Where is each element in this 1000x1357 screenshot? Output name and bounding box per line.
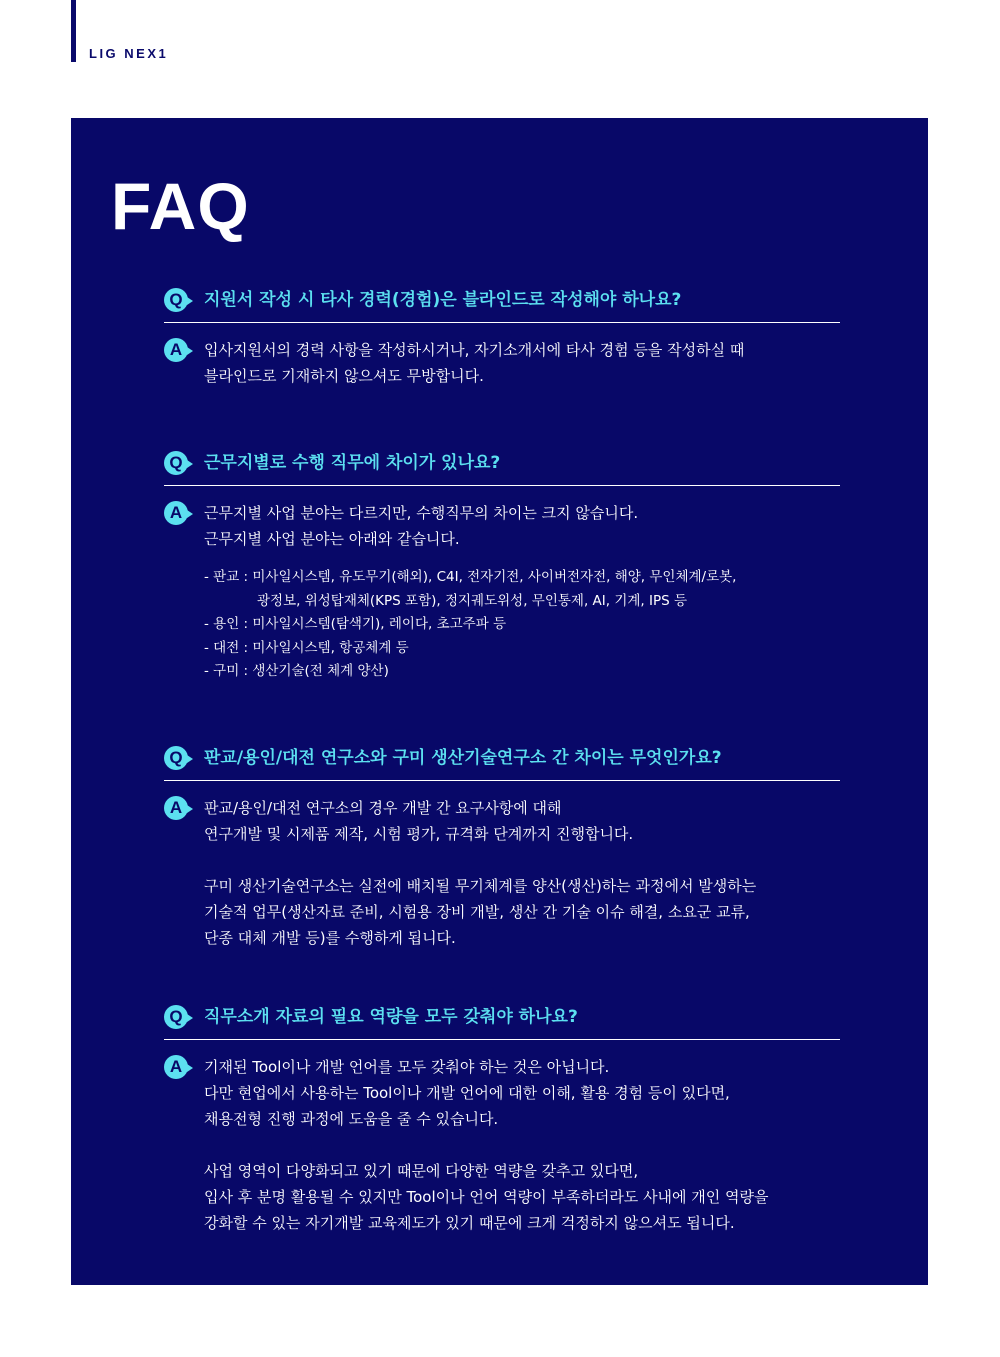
location-list xyxy=(204,566,840,684)
q-badge-icon: Q xyxy=(164,451,188,475)
brand-logo-text: LIG NEX1 xyxy=(89,46,169,61)
question-text: 근무지별로 수행 직무에 차이가 있나요? xyxy=(204,453,501,473)
faq-item xyxy=(164,746,840,951)
question-text: 직무소개 자료의 필요 역량을 모두 갖춰야 하나요? xyxy=(204,1007,578,1027)
answer-paragraph xyxy=(204,337,840,389)
list-item xyxy=(204,566,840,613)
page-title: FAQ xyxy=(111,169,250,243)
q-badge-icon: Q xyxy=(164,288,188,312)
answer-paragraph xyxy=(204,873,840,951)
faq-item xyxy=(164,288,840,389)
answer-line: 연구개발 및 시제품 제작, 시험 평가, 규격화 단계까지 진행합니다. xyxy=(204,825,634,843)
answer-line: 판교/용인/대전 연구소의 경우 개발 간 요구사항에 대해 xyxy=(204,799,562,817)
answer-row xyxy=(164,1054,840,1236)
question-text: 지원서 작성 시 타사 경력(경험)은 블라인드로 작성해야 하나요? xyxy=(204,290,682,310)
answer-row xyxy=(164,337,840,389)
answer-line: 다만 현업에서 사용하는 Tool이나 개발 언어에 대한 이해, 활용 경험 등이 있다면, xyxy=(204,1084,730,1102)
question-row xyxy=(164,1005,840,1040)
list-item-continuation: 광정보, 위성탑재체(KPS 포함), 정지궤도위성, 무인통제, AI, 기계, IPS 등 xyxy=(257,592,688,609)
list-item: - 용인 : 미사일시스템(탐색기), 레이다, 초고주파 등 xyxy=(204,616,507,632)
answer-paragraph xyxy=(204,1054,840,1132)
question-row xyxy=(164,288,840,323)
answer-line: 입사 후 분명 활용될 수 있지만 Tool이나 언어 역량이 부족하더라도 사내에 개인 역량을 xyxy=(204,1188,769,1206)
question-text: 판교/용인/대전 연구소와 구미 생산기술연구소 간 차이는 무엇인가요? xyxy=(204,748,722,768)
a-badge-icon: A xyxy=(164,796,188,820)
answer-line: 근무지별 사업 분야는 아래와 같습니다. xyxy=(204,530,460,548)
answer-line: 강화할 수 있는 자기개발 교육제도가 있기 때문에 크게 걱정하지 않으셔도 됩니다. xyxy=(204,1214,735,1232)
answer-row xyxy=(164,795,840,951)
answer-row xyxy=(164,500,840,684)
answer-line: 블라인드로 기재하지 않으셔도 무방합니다. xyxy=(204,367,484,385)
answer-paragraph xyxy=(204,1158,840,1236)
answer-line: 기재된 Tool이나 개발 언어를 모두 갖춰야 하는 것은 아닙니다. xyxy=(204,1058,610,1076)
question-row xyxy=(164,746,840,781)
faq-item xyxy=(164,1005,840,1236)
answer-paragraph xyxy=(204,500,840,552)
q-badge-icon: Q xyxy=(164,1005,188,1029)
answer-line: 입사지원서의 경력 사항을 작성하시거나, 자기소개서에 타사 경험 등을 작성하실 때 xyxy=(204,341,745,359)
brand-bar xyxy=(71,0,76,62)
question-row xyxy=(164,451,840,486)
q-badge-icon: Q xyxy=(164,746,188,770)
a-badge-icon: A xyxy=(164,338,188,362)
list-item-text: - 판교 : 미사일시스템, 유도무기(해외), C4I, 전자기전, 사이버전자전, 해양, 무인체계/로봇, xyxy=(204,569,737,585)
answer-line: 단종 대체 개발 등)를 수행하게 됩니다. xyxy=(204,929,456,947)
faq-item xyxy=(164,451,840,684)
answer-line: 기술적 업무(생산자료 준비, 시험용 장비 개발, 생산 간 기술 이슈 해결, 소요군 교류, xyxy=(204,903,750,921)
answer-line: 근무지별 사업 분야는 다르지만, 수행직무의 차이는 크지 않습니다. xyxy=(204,504,639,522)
a-badge-icon: A xyxy=(164,1055,188,1079)
faq-panel xyxy=(71,118,928,1285)
a-badge-icon: A xyxy=(164,501,188,525)
answer-line: 구미 생산기술연구소는 실전에 배치될 무기체계를 양산(생산)하는 과정에서 발생하는 xyxy=(204,877,757,895)
list-item: - 대전 : 미사일시스템, 항공체계 등 xyxy=(204,639,409,656)
list-item: - 구미 : 생산기술(전 체계 양산) xyxy=(204,663,389,679)
answer-line: 사업 영역이 다양화되고 있기 때문에 다양한 역량을 갖추고 있다면, xyxy=(204,1162,639,1180)
answer-line: 채용전형 진행 과정에 도움을 줄 수 있습니다. xyxy=(204,1110,499,1128)
answer-paragraph xyxy=(204,795,840,847)
